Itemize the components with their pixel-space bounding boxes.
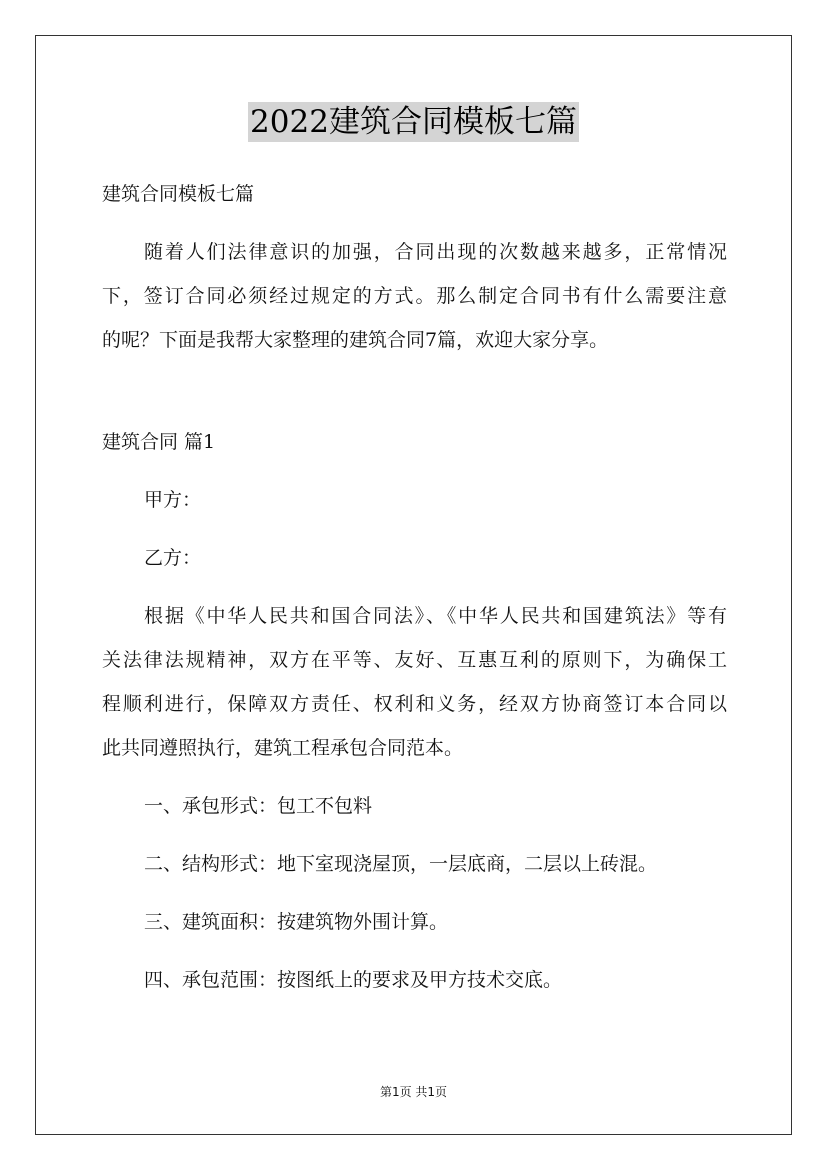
clause-item: 三、建筑面积：按建筑物外围计算。	[144, 911, 449, 933]
clause-item: 一、承包形式：包工不包料	[144, 795, 373, 817]
intro-paragraph	[102, 230, 727, 362]
party-b-label: 乙方：	[144, 547, 202, 569]
clause-item: 二、结构形式：地下室现浇屋顶，一层底商，二层以上砖混。	[144, 853, 658, 875]
document-body	[102, 172, 727, 1002]
basis-line: 根据《中华人民共和国合同法》、《中华人民共和国建筑法》等有	[144, 605, 727, 627]
basis-line: 此共同遵照执行，建筑工程承包合同范本。	[102, 737, 464, 759]
section-heading: 建筑合同 篇1	[102, 431, 216, 453]
clause-item: 四、承包范围：按图纸上的要求及甲方技术交底。	[144, 969, 563, 991]
basis-line: 程顺利进行，保障双方责任、权利和义务，经双方协商签订本合同以	[102, 693, 727, 715]
intro-line: 下，签订合同必须经过规定的方式。那么制定合同书有什么需要注意	[102, 285, 727, 307]
intro-line: 随着人们法律意识的加强，合同出现的次数越来越多，正常情况	[144, 241, 727, 263]
basis-line: 关法律法规精神，双方在平等、友好、互惠互利的原则下，为确保工	[102, 649, 727, 671]
title-wrap	[0, 102, 827, 142]
party-a-label: 甲方：	[144, 489, 202, 511]
page-footer: 第1页 共1页	[379, 1085, 448, 1099]
intro-line: 的呢？下面是我帮大家整理的建筑合同7篇，欢迎大家分享。	[102, 329, 609, 351]
basis-paragraph	[102, 594, 727, 770]
document-subtitle: 建筑合同模板七篇	[102, 183, 255, 205]
document-title: 2022建筑合同模板七篇	[250, 104, 577, 140]
